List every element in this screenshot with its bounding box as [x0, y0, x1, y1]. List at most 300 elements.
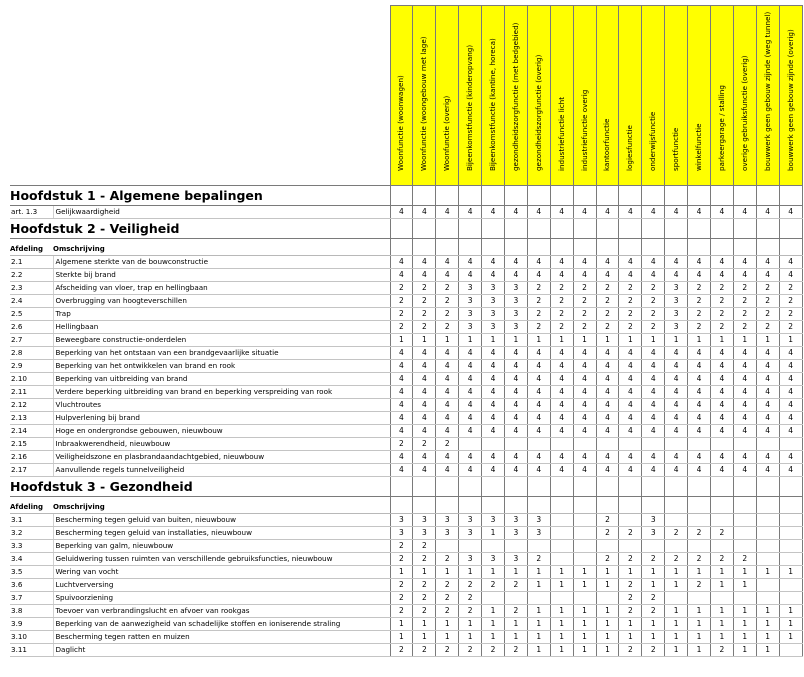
- value-cell: 1: [504, 334, 527, 347]
- value-cell: 1: [779, 605, 802, 618]
- value-cell: 4: [710, 347, 733, 360]
- value-cell: 3: [504, 527, 527, 540]
- value-cell: 1: [710, 631, 733, 644]
- value-cell: 4: [413, 451, 436, 464]
- value-cell: 2: [573, 295, 596, 308]
- row-description: Inbraakwerendheid, nieuwbouw: [53, 438, 390, 451]
- value-cell: 4: [413, 464, 436, 477]
- value-cell: 4: [413, 269, 436, 282]
- row-code: 2.5: [10, 308, 53, 321]
- value-cell: 4: [596, 399, 619, 412]
- value-cell: [573, 592, 596, 605]
- value-cell: 2: [596, 282, 619, 295]
- value-cell: 1: [733, 566, 756, 579]
- table-row: [10, 282, 802, 295]
- value-cell: 2: [756, 282, 779, 295]
- value-cell: 4: [619, 269, 642, 282]
- value-cell: 2: [573, 308, 596, 321]
- value-cell: 4: [482, 256, 505, 269]
- value-cell: [756, 527, 779, 540]
- value-cell: [619, 243, 642, 256]
- value-cell: 4: [390, 206, 413, 219]
- value-cell: [527, 438, 550, 451]
- chapter-title: Hoofdstuk 2 - Veiligheid: [10, 219, 390, 239]
- value-cell: 2: [642, 592, 665, 605]
- table-row: [10, 373, 802, 386]
- value-cell: 4: [688, 373, 711, 386]
- value-cell: [756, 477, 779, 497]
- value-cell: [459, 540, 482, 553]
- value-cell: [642, 219, 665, 239]
- value-cell: [733, 219, 756, 239]
- value-cell: [550, 477, 573, 497]
- function-label: parkeergarage / stalling: [716, 85, 726, 171]
- value-cell: [573, 243, 596, 256]
- chapter-title: Hoofdstuk 3 - Gezondheid: [10, 477, 390, 497]
- value-cell: 4: [688, 256, 711, 269]
- value-cell: 2: [642, 644, 665, 657]
- value-cell: 4: [413, 360, 436, 373]
- value-cell: 1: [756, 334, 779, 347]
- value-cell: 4: [779, 399, 802, 412]
- value-cell: [390, 219, 413, 239]
- table-row: [10, 347, 802, 360]
- value-cell: [459, 243, 482, 256]
- function-label: Woonfunctie (woongebouw met lage): [419, 36, 429, 171]
- value-cell: 3: [504, 282, 527, 295]
- value-cell: 4: [756, 206, 779, 219]
- value-cell: 2: [436, 438, 459, 451]
- row-description: Spuivoorziening: [53, 592, 390, 605]
- value-cell: 2: [390, 282, 413, 295]
- value-cell: 1: [527, 566, 550, 579]
- value-cell: [756, 219, 779, 239]
- value-cell: 4: [390, 347, 413, 360]
- value-cell: 1: [459, 334, 482, 347]
- row-code: 3.6: [10, 579, 53, 592]
- value-cell: 4: [550, 269, 573, 282]
- value-cell: 1: [756, 618, 779, 631]
- value-cell: 1: [596, 605, 619, 618]
- value-cell: [527, 243, 550, 256]
- value-cell: 3: [665, 282, 688, 295]
- value-cell: [413, 501, 436, 514]
- table-row: [10, 644, 802, 657]
- function-label: bouwwerk geen gebouw zijnde (weg tunnel): [762, 11, 772, 171]
- value-cell: 4: [756, 256, 779, 269]
- value-cell: 3: [642, 527, 665, 540]
- row-description: Algemene sterkte van de bouwconstructie: [53, 256, 390, 269]
- value-cell: 2: [596, 514, 619, 527]
- function-label: logiesfunctie: [625, 125, 635, 171]
- value-cell: 1: [573, 631, 596, 644]
- value-cell: 4: [619, 399, 642, 412]
- value-cell: [779, 592, 802, 605]
- value-cell: 1: [779, 631, 802, 644]
- function-label: bouwwerk geen gebouw zijnde (overig): [785, 29, 795, 171]
- value-cell: [642, 477, 665, 497]
- value-cell: 1: [573, 566, 596, 579]
- value-cell: 4: [390, 451, 413, 464]
- value-cell: 4: [688, 412, 711, 425]
- value-cell: [665, 540, 688, 553]
- value-cell: 1: [390, 618, 413, 631]
- value-cell: [550, 243, 573, 256]
- value-cell: 1: [459, 631, 482, 644]
- value-cell: [642, 186, 665, 206]
- value-cell: [756, 438, 779, 451]
- value-cell: 4: [527, 399, 550, 412]
- value-cell: 3: [482, 295, 505, 308]
- value-cell: 2: [550, 308, 573, 321]
- value-cell: 4: [665, 206, 688, 219]
- function-label: Bijeenkomstfunctie (kantine, horeca): [488, 38, 497, 171]
- value-cell: 2: [733, 295, 756, 308]
- value-cell: 4: [482, 399, 505, 412]
- function-header: [756, 6, 779, 186]
- value-cell: 4: [390, 464, 413, 477]
- row-code: 2.17: [10, 464, 53, 477]
- value-cell: 1: [596, 618, 619, 631]
- value-cell: 4: [779, 347, 802, 360]
- value-cell: [779, 186, 802, 206]
- value-cell: 2: [642, 295, 665, 308]
- value-cell: 1: [482, 566, 505, 579]
- value-cell: 1: [779, 334, 802, 347]
- value-cell: 4: [619, 412, 642, 425]
- value-cell: 4: [756, 412, 779, 425]
- value-cell: 1: [390, 631, 413, 644]
- value-cell: [436, 501, 459, 514]
- value-cell: 4: [459, 451, 482, 464]
- value-cell: 4: [710, 464, 733, 477]
- value-cell: 4: [665, 269, 688, 282]
- table-row: [10, 451, 802, 464]
- value-cell: 3: [504, 321, 527, 334]
- value-cell: [527, 501, 550, 514]
- value-cell: 4: [459, 360, 482, 373]
- value-cell: [459, 438, 482, 451]
- value-cell: 2: [688, 295, 711, 308]
- value-cell: [596, 501, 619, 514]
- value-cell: 4: [642, 464, 665, 477]
- value-cell: 4: [504, 412, 527, 425]
- value-cell: 4: [733, 386, 756, 399]
- value-cell: 2: [619, 553, 642, 566]
- value-cell: 4: [504, 256, 527, 269]
- value-cell: 4: [504, 269, 527, 282]
- value-cell: 4: [482, 386, 505, 399]
- table-row: [10, 399, 802, 412]
- value-cell: 1: [459, 566, 482, 579]
- value-cell: [413, 243, 436, 256]
- row-description: Luchtverversing: [53, 579, 390, 592]
- chapter-title: Hoofdstuk 1 - Algemene bepalingen: [10, 186, 390, 206]
- row-code: 3.10: [10, 631, 53, 644]
- value-cell: 1: [642, 579, 665, 592]
- value-cell: 2: [413, 540, 436, 553]
- value-cell: 2: [413, 321, 436, 334]
- row-description: Beperking van het ontwikkelen van brand en rook: [53, 360, 390, 373]
- value-cell: 4: [527, 464, 550, 477]
- value-cell: 1: [733, 644, 756, 657]
- value-cell: 4: [550, 360, 573, 373]
- value-cell: [413, 186, 436, 206]
- row-description: Hulpverlening bij brand: [53, 412, 390, 425]
- table-row: [10, 631, 802, 644]
- function-header: [642, 6, 665, 186]
- value-cell: [710, 501, 733, 514]
- function-label: Woonfunctie (woonwagen): [396, 75, 406, 171]
- value-cell: 3: [459, 527, 482, 540]
- value-cell: 2: [733, 282, 756, 295]
- value-cell: 4: [527, 386, 550, 399]
- value-cell: 4: [504, 399, 527, 412]
- value-cell: [710, 438, 733, 451]
- value-cell: 2: [779, 321, 802, 334]
- value-cell: 1: [527, 631, 550, 644]
- value-cell: [665, 501, 688, 514]
- function-header: [573, 6, 596, 186]
- chapter-row: [10, 186, 802, 206]
- row-description: Beperking van galm, nieuwbouw: [53, 540, 390, 553]
- value-cell: 2: [436, 295, 459, 308]
- value-cell: 4: [504, 451, 527, 464]
- function-header: [733, 6, 756, 186]
- value-cell: [504, 438, 527, 451]
- value-cell: 1: [573, 618, 596, 631]
- row-code: 2.13: [10, 412, 53, 425]
- value-cell: 3: [482, 321, 505, 334]
- value-cell: 4: [482, 373, 505, 386]
- value-cell: 4: [642, 425, 665, 438]
- value-cell: [710, 514, 733, 527]
- table-row: [10, 618, 802, 631]
- value-cell: 3: [459, 514, 482, 527]
- value-cell: 1: [733, 631, 756, 644]
- value-cell: 1: [504, 566, 527, 579]
- row-code: 2.16: [10, 451, 53, 464]
- value-cell: 4: [459, 399, 482, 412]
- value-cell: 2: [436, 282, 459, 295]
- value-cell: 4: [710, 425, 733, 438]
- value-cell: 1: [482, 605, 505, 618]
- value-cell: [756, 579, 779, 592]
- value-cell: 4: [436, 412, 459, 425]
- table-row: [10, 295, 802, 308]
- value-cell: 1: [710, 334, 733, 347]
- subheader-desc: Omschrijving: [53, 501, 390, 514]
- value-cell: 2: [413, 579, 436, 592]
- value-cell: [436, 186, 459, 206]
- value-cell: 2: [550, 295, 573, 308]
- value-cell: 1: [710, 605, 733, 618]
- value-cell: 4: [596, 386, 619, 399]
- value-cell: [573, 553, 596, 566]
- row-description: Sterkte bij brand: [53, 269, 390, 282]
- value-cell: 1: [550, 334, 573, 347]
- row-code: 2.4: [10, 295, 53, 308]
- value-cell: [688, 501, 711, 514]
- value-cell: 3: [436, 527, 459, 540]
- value-cell: 4: [436, 373, 459, 386]
- value-cell: 4: [527, 347, 550, 360]
- value-cell: 1: [688, 631, 711, 644]
- value-cell: 4: [504, 360, 527, 373]
- value-cell: 4: [413, 412, 436, 425]
- value-cell: 3: [413, 514, 436, 527]
- value-cell: [436, 540, 459, 553]
- function-header: [482, 6, 505, 186]
- value-cell: 1: [550, 605, 573, 618]
- value-cell: 4: [573, 451, 596, 464]
- value-cell: 2: [504, 605, 527, 618]
- value-cell: 1: [596, 644, 619, 657]
- value-cell: 1: [550, 579, 573, 592]
- value-cell: 2: [390, 644, 413, 657]
- value-cell: 2: [436, 579, 459, 592]
- value-cell: 2: [573, 282, 596, 295]
- value-cell: [642, 540, 665, 553]
- value-cell: 4: [665, 360, 688, 373]
- row-code: 2.6: [10, 321, 53, 334]
- value-cell: 4: [688, 464, 711, 477]
- value-cell: [413, 477, 436, 497]
- value-cell: [504, 243, 527, 256]
- value-cell: 4: [459, 425, 482, 438]
- table-row: [10, 527, 802, 540]
- value-cell: 1: [733, 605, 756, 618]
- row-code: 2.10: [10, 373, 53, 386]
- value-cell: 4: [436, 399, 459, 412]
- value-cell: 1: [642, 566, 665, 579]
- row-code: 3.8: [10, 605, 53, 618]
- value-cell: [573, 219, 596, 239]
- row-code: 2.1: [10, 256, 53, 269]
- row-description: Toevoer van verbrandingslucht en afvoer van rookgas: [53, 605, 390, 618]
- value-cell: [459, 219, 482, 239]
- value-cell: 4: [756, 347, 779, 360]
- value-cell: 4: [390, 269, 413, 282]
- value-cell: 4: [642, 256, 665, 269]
- value-cell: 3: [527, 514, 550, 527]
- value-cell: [756, 592, 779, 605]
- value-cell: 4: [642, 269, 665, 282]
- value-cell: 3: [504, 295, 527, 308]
- value-cell: 3: [665, 295, 688, 308]
- row-description: Geluidwering tussen ruimten van verschillende gebruiksfuncties, nieuwbouw: [53, 553, 390, 566]
- value-cell: 4: [688, 206, 711, 219]
- value-cell: 4: [710, 256, 733, 269]
- value-cell: [756, 540, 779, 553]
- value-cell: [573, 501, 596, 514]
- value-cell: 2: [459, 579, 482, 592]
- value-cell: 4: [619, 373, 642, 386]
- value-cell: 4: [688, 425, 711, 438]
- value-cell: [688, 540, 711, 553]
- value-cell: 4: [459, 373, 482, 386]
- value-cell: 2: [688, 308, 711, 321]
- function-header: [596, 6, 619, 186]
- value-cell: [413, 219, 436, 239]
- value-cell: 2: [733, 321, 756, 334]
- value-cell: [710, 592, 733, 605]
- value-cell: 2: [390, 540, 413, 553]
- value-cell: 1: [573, 605, 596, 618]
- value-cell: 4: [482, 451, 505, 464]
- function-header: [619, 6, 642, 186]
- value-cell: [482, 243, 505, 256]
- function-label: kantoorfunctie: [602, 118, 612, 171]
- chapter-row: [10, 477, 802, 497]
- value-cell: 4: [665, 399, 688, 412]
- table-row: [10, 308, 802, 321]
- value-cell: [779, 579, 802, 592]
- value-cell: 1: [596, 631, 619, 644]
- value-cell: 4: [573, 399, 596, 412]
- table-row: [10, 425, 802, 438]
- value-cell: 2: [390, 295, 413, 308]
- value-cell: 1: [504, 618, 527, 631]
- value-cell: 1: [573, 579, 596, 592]
- value-cell: 4: [710, 373, 733, 386]
- value-cell: [756, 501, 779, 514]
- row-description: Beperking van de aanwezigheid van schadelijke stoffen en ioniserende straling: [53, 618, 390, 631]
- value-cell: 4: [688, 386, 711, 399]
- row-description: Veiligheidszone en plasbrandaandachtgebied, nieuwbouw: [53, 451, 390, 464]
- value-cell: 1: [504, 631, 527, 644]
- value-cell: [733, 438, 756, 451]
- value-cell: 3: [482, 514, 505, 527]
- value-cell: [779, 644, 802, 657]
- value-cell: 2: [390, 592, 413, 605]
- value-cell: [596, 592, 619, 605]
- value-cell: [573, 514, 596, 527]
- value-cell: [596, 243, 619, 256]
- value-cell: 4: [733, 360, 756, 373]
- value-cell: [482, 186, 505, 206]
- value-cell: 4: [779, 412, 802, 425]
- value-cell: 1: [756, 644, 779, 657]
- value-cell: 4: [665, 373, 688, 386]
- value-cell: 1: [665, 605, 688, 618]
- value-cell: [482, 501, 505, 514]
- value-cell: 3: [482, 282, 505, 295]
- value-cell: 4: [596, 206, 619, 219]
- value-cell: 4: [527, 269, 550, 282]
- value-cell: 4: [550, 425, 573, 438]
- value-cell: 4: [665, 412, 688, 425]
- value-cell: 3: [504, 553, 527, 566]
- value-cell: 4: [550, 386, 573, 399]
- value-cell: [756, 514, 779, 527]
- table-row: [10, 464, 802, 477]
- value-cell: 4: [619, 451, 642, 464]
- function-header: [390, 6, 413, 186]
- value-cell: 4: [550, 464, 573, 477]
- value-cell: [619, 501, 642, 514]
- value-cell: 4: [390, 360, 413, 373]
- value-cell: 2: [596, 527, 619, 540]
- value-cell: [756, 243, 779, 256]
- row-description: Bescherming tegen geluid van buiten, nieuwbouw: [53, 514, 390, 527]
- value-cell: [710, 219, 733, 239]
- value-cell: 4: [665, 386, 688, 399]
- value-cell: 4: [756, 360, 779, 373]
- value-cell: [390, 501, 413, 514]
- value-cell: [390, 477, 413, 497]
- value-cell: 4: [642, 206, 665, 219]
